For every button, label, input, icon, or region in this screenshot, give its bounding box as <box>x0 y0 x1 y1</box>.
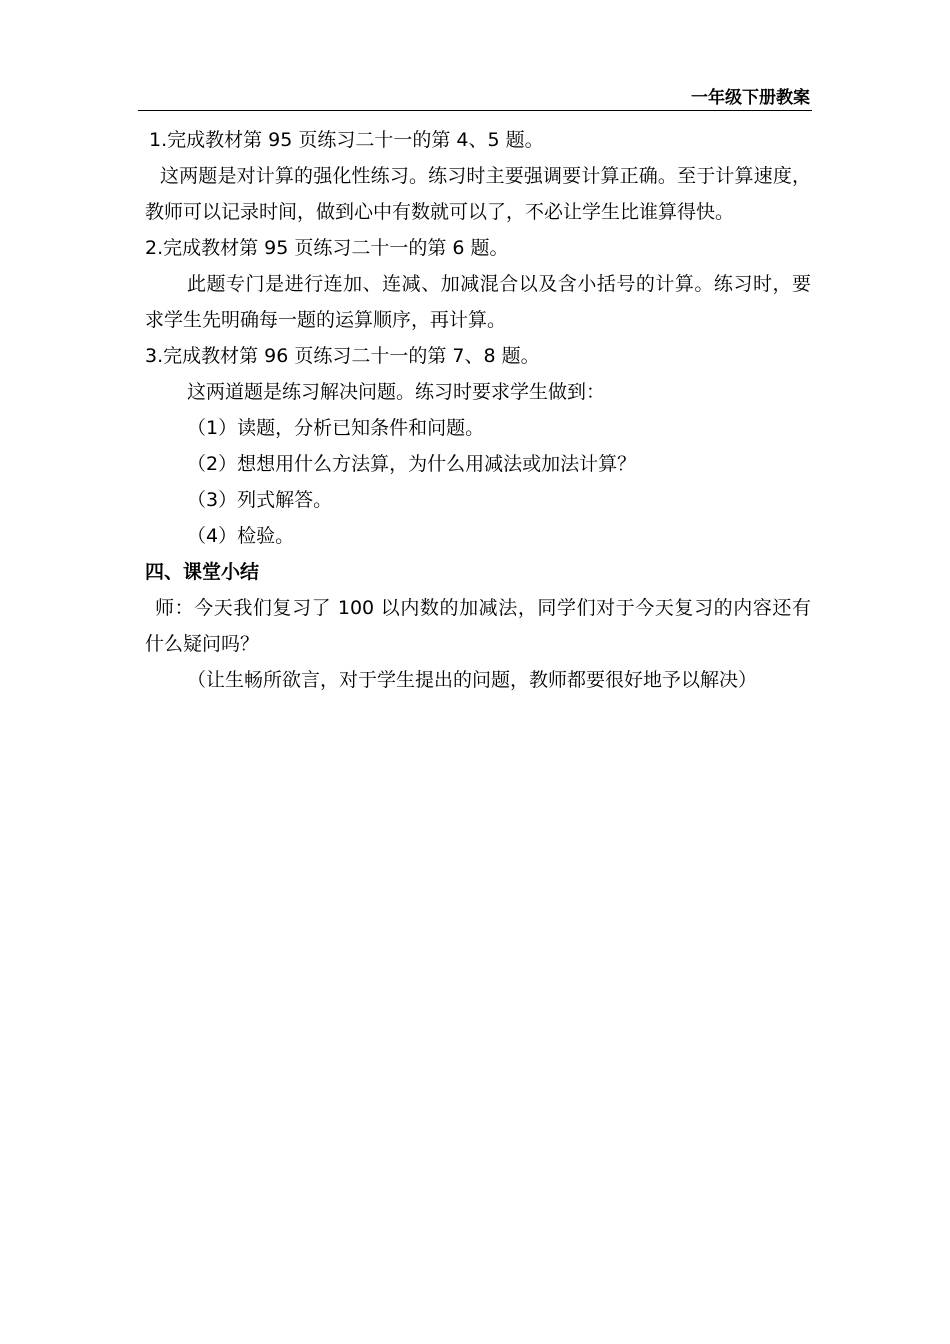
item2-title: 2.完成教材第 95 页练习二十一的第 6 题。 <box>145 237 509 259</box>
document-body <box>145 122 811 698</box>
item2-description: 此题专门是进行连加、连减、加减混合以及含小括号的计算。练习时，要求学生先明确每一题的运算顺序，再计算。 <box>145 273 811 331</box>
step-item: （1）读题，分析已知条件和问题。 <box>187 417 485 439</box>
closing-note: （让生畅所欲言，对于学生提出的问题，教师都要很好地予以解决） <box>187 669 758 691</box>
item1-title: 1.完成教材第 95 页练习二十一的第 4、5 题。 <box>149 129 544 151</box>
step-item: （3）列式解答。 <box>187 489 333 511</box>
header-title: 一年级下册教案 <box>691 88 810 108</box>
step-item: （4）检验。 <box>187 525 295 547</box>
item3-title: 3.完成教材第 96 页练习二十一的第 7、8 题。 <box>145 345 540 367</box>
item1-description: 这两题是对计算的强化性练习。练习时主要强调要计算正确。至于计算速度，教师可以记录时间，做到心中有数就可以了，不必让学生比谁算得快。 <box>145 165 811 223</box>
step-item: （2）想想用什么方法算，为什么用减法或加法计算？ <box>187 453 637 475</box>
page-header <box>138 86 812 111</box>
section-heading-summary: 四、课堂小结 <box>145 561 260 583</box>
teacher-line: 师：今天我们复习了 100 以内数的加减法，同学们对于今天复习的内容还有什么疑问吗？ <box>145 597 811 655</box>
item3-description: 这两道题是练习解决问题。练习时要求学生做到： <box>187 381 606 403</box>
